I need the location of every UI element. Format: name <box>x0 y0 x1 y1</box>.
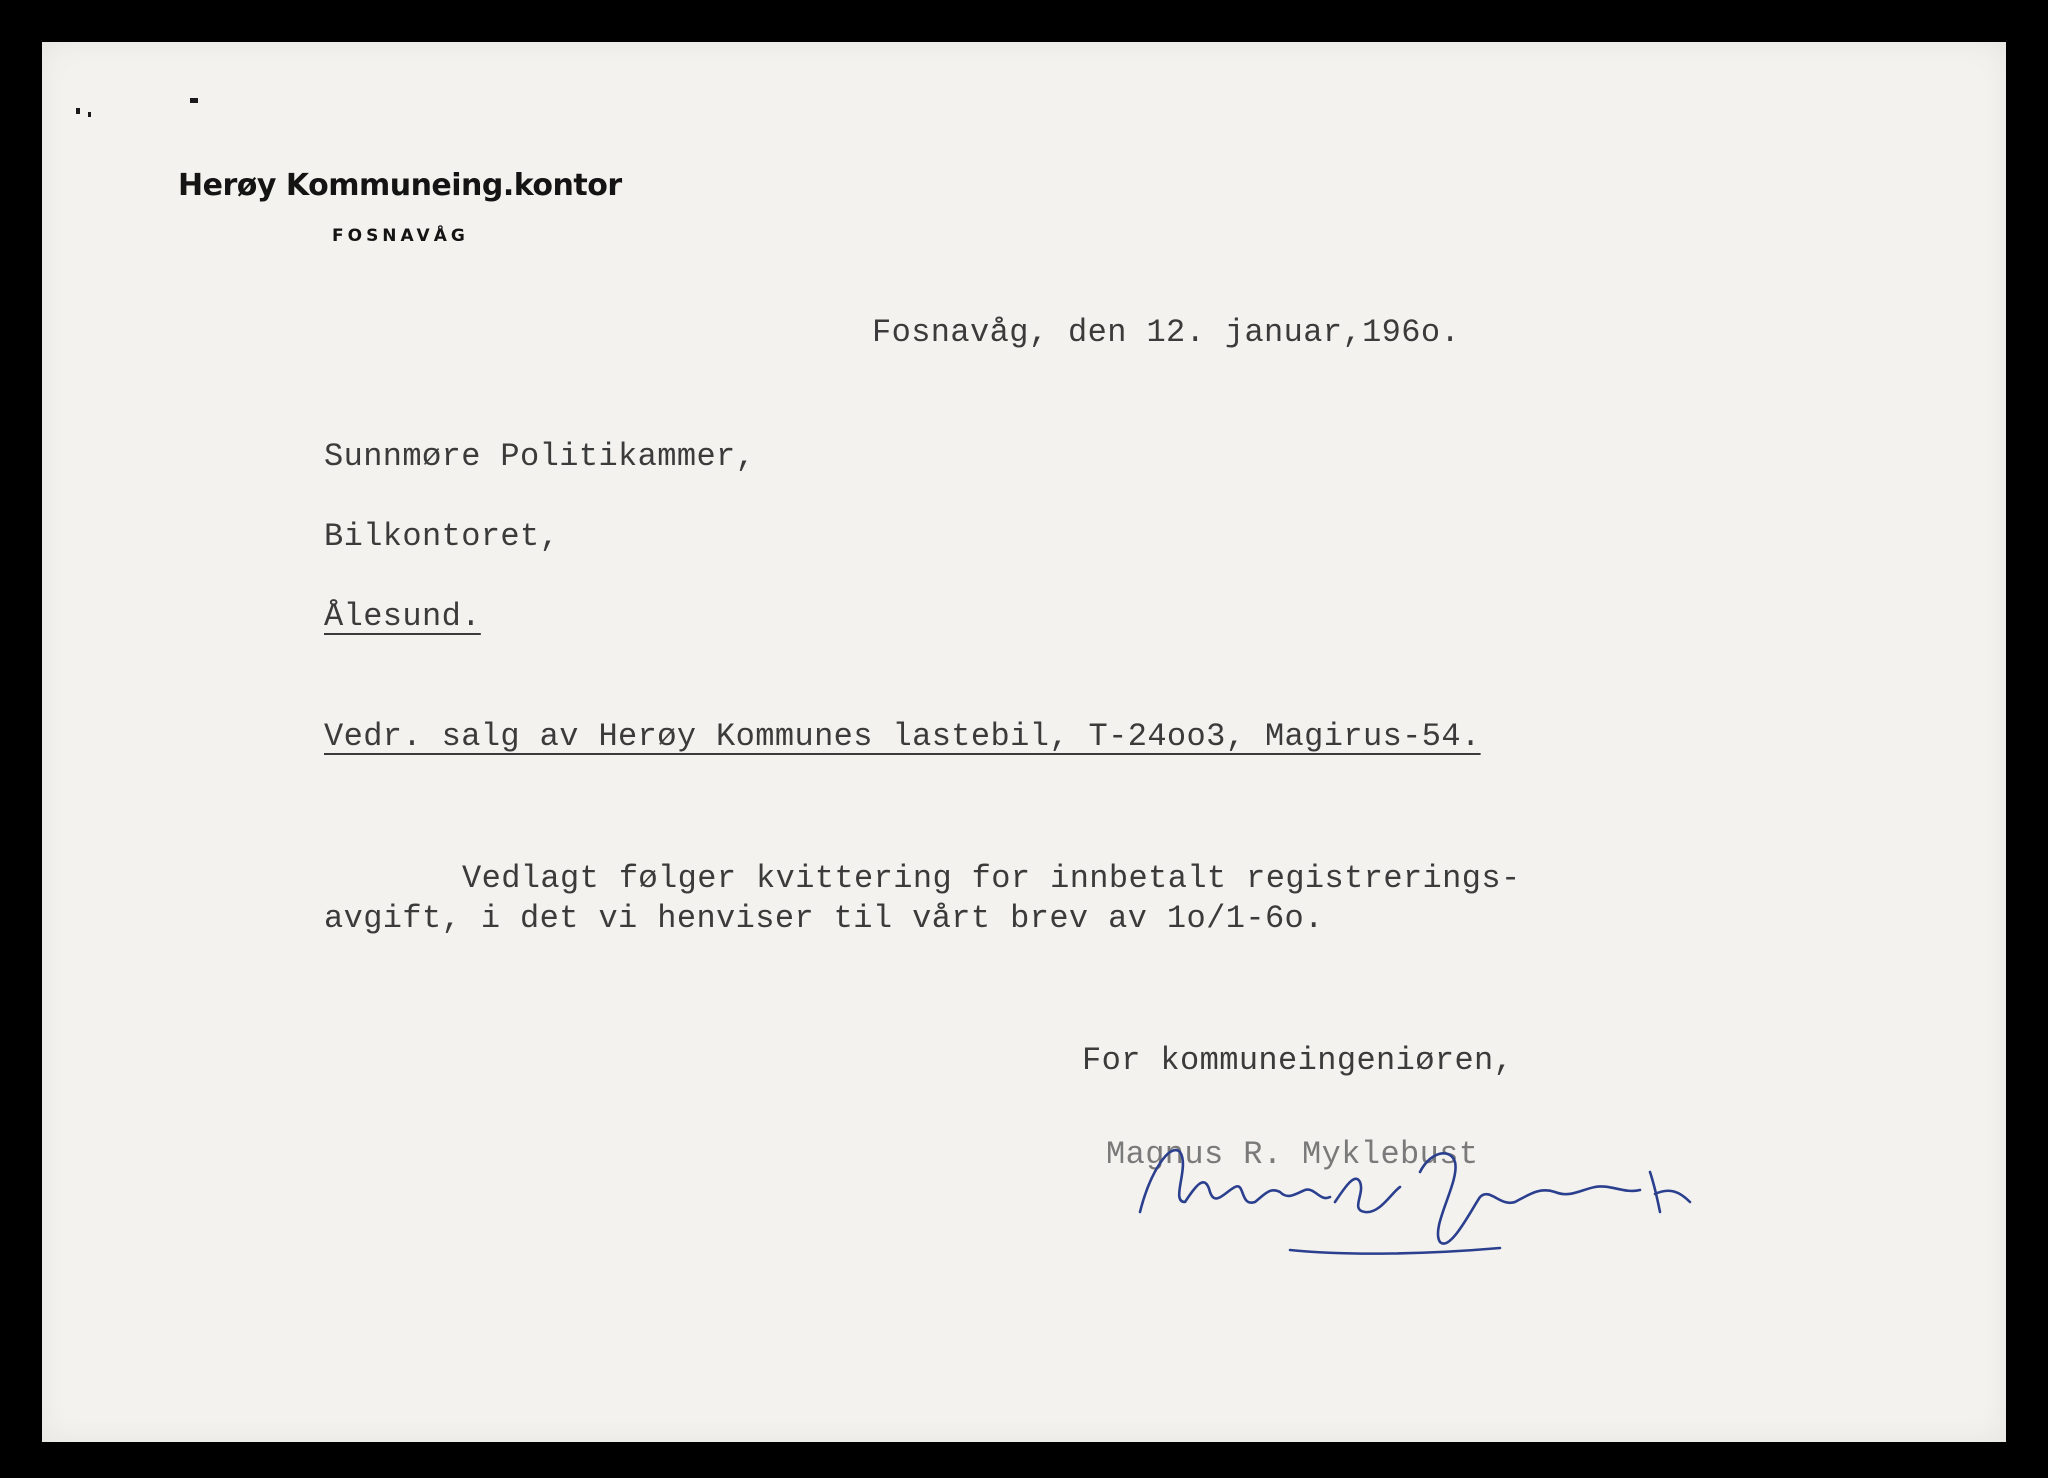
subject-line: Vedr. salg av Herøy Kommunes lastebil, T-24oo3, Magirus-54. <box>324 718 1481 755</box>
ink-speck <box>190 98 198 103</box>
handwritten-signature <box>1130 1132 1710 1262</box>
ink-speck <box>76 108 80 114</box>
ink-speck <box>88 112 91 117</box>
typed-signatory-name: Magnus R. Myklebust <box>1106 1136 1479 1173</box>
letterhead-city: FOSNAVÅG <box>332 226 469 246</box>
closing-line: For kommuneingeniøren, <box>1082 1042 1514 1079</box>
body-line-1: Vedlagt følger kvittering for innbetalt registrerings- <box>462 860 1521 897</box>
recipient-line-2: Bilkontoret, <box>324 518 560 555</box>
date-line: Fosnavåg, den 12. januar,196o. <box>872 314 1461 351</box>
recipient-line-1: Sunnmøre Politikammer, <box>324 438 756 475</box>
letterhead-name: Herøy Kommuneing.kontor <box>178 168 622 203</box>
body-line-2: avgift, i det vi henviser til vårt brev av 1o/1-6o. <box>324 900 1324 937</box>
recipient-line-3: Ålesund. <box>324 598 481 635</box>
letter-page <box>42 42 2006 1442</box>
